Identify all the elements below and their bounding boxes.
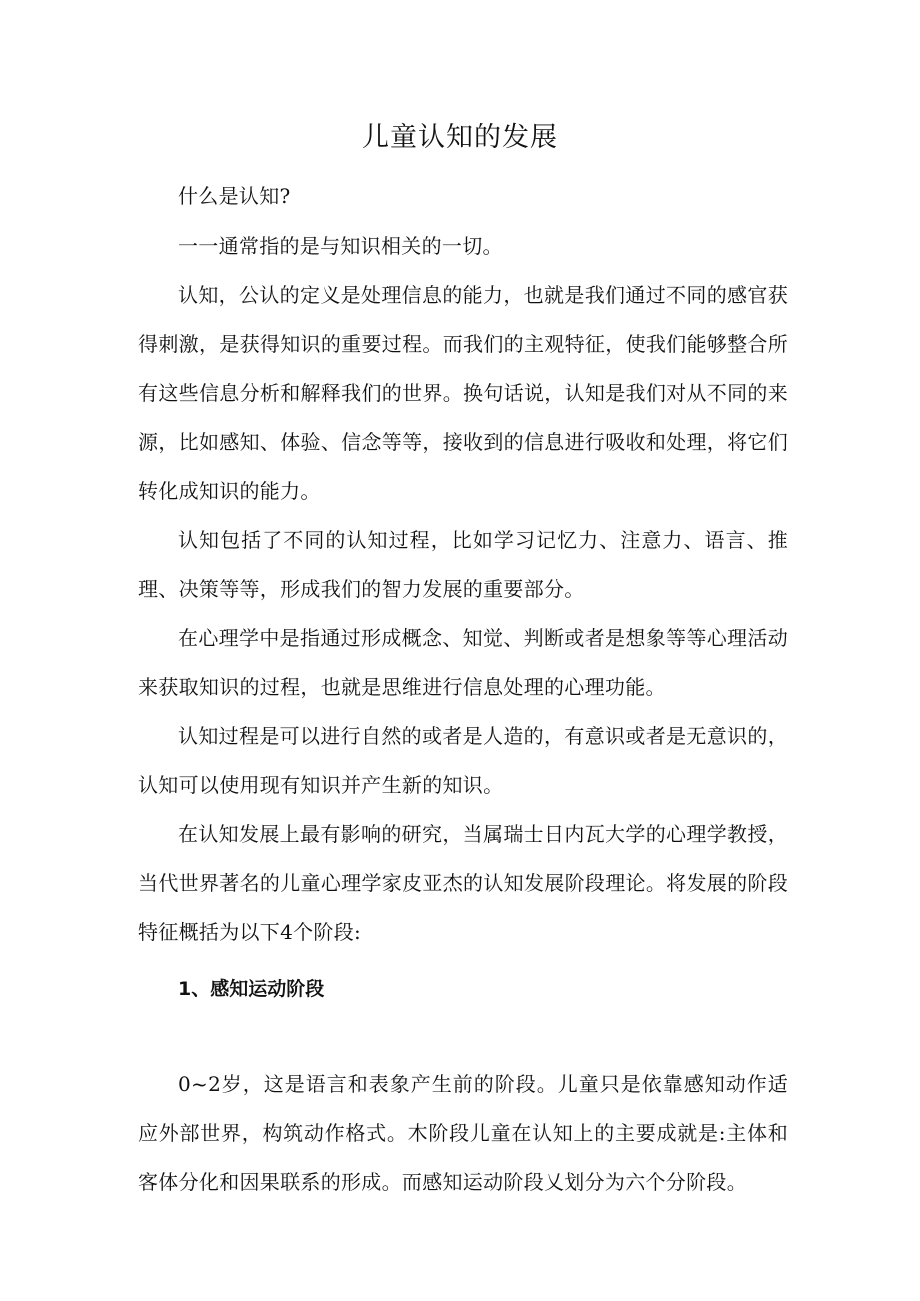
paragraph-answer: 一一通常指的是与知识相关的一切。 <box>178 234 503 258</box>
section-paragraph: 0~2岁，这是语言和表象产生前的阶段。儿童只是依靠感知动作适应外部世界，构筑动作格式。木阶段儿童在认知上的主要成就是:主体和客体分化和因果联系的形成。而感知运动阶段乂划分为六个分阶段。 <box>138 1072 788 1194</box>
paragraph-conscious: 认知过程是可以进行自然的或者是人造的，有意识或者是无意识的，认知可以使用现有知识并产生新的知识。 <box>138 724 788 797</box>
paragraph-piaget: 在认知发展上最有影响的研究，当属瑞士日内瓦大学的心理学教授，当代世界著名的儿童心理学家皮亚杰的认知发展阶段理论。将发展的阶段特征概括为以下4个阶段: <box>138 822 788 944</box>
page-title: 儿童认知的发展 <box>362 122 558 153</box>
paragraph-psychology: 在心理学中是指通过形成概念、知觉、判断或者是想象等等心理活动来获取知识的过程，也就是思维进行信息处理的心理功能。 <box>138 626 788 699</box>
paragraph-processes: 认知包括了不同的认知过程，比如学习记忆力、注意力、语言、推理、决策等等，形成我们的智力发展的重要部分。 <box>138 528 788 601</box>
section-heading: 1、感知运动阶段 <box>178 978 325 1000</box>
paragraph-definition: 认知，公认的定义是处理信息的能力，也就是我们通过不同的感官获得刺激，是获得知识的重要过程。而我们的主观特征，使我们能够整合所有这些信息分析和解释我们的世界。换句话说，认知是我们对从不同的来源，比如感知、体验、信念等等，接收到的信息进行吸收和处理，将它们转化成知识的能力。 <box>138 283 788 503</box>
paragraph-question: 什么是认知? <box>178 184 291 208</box>
